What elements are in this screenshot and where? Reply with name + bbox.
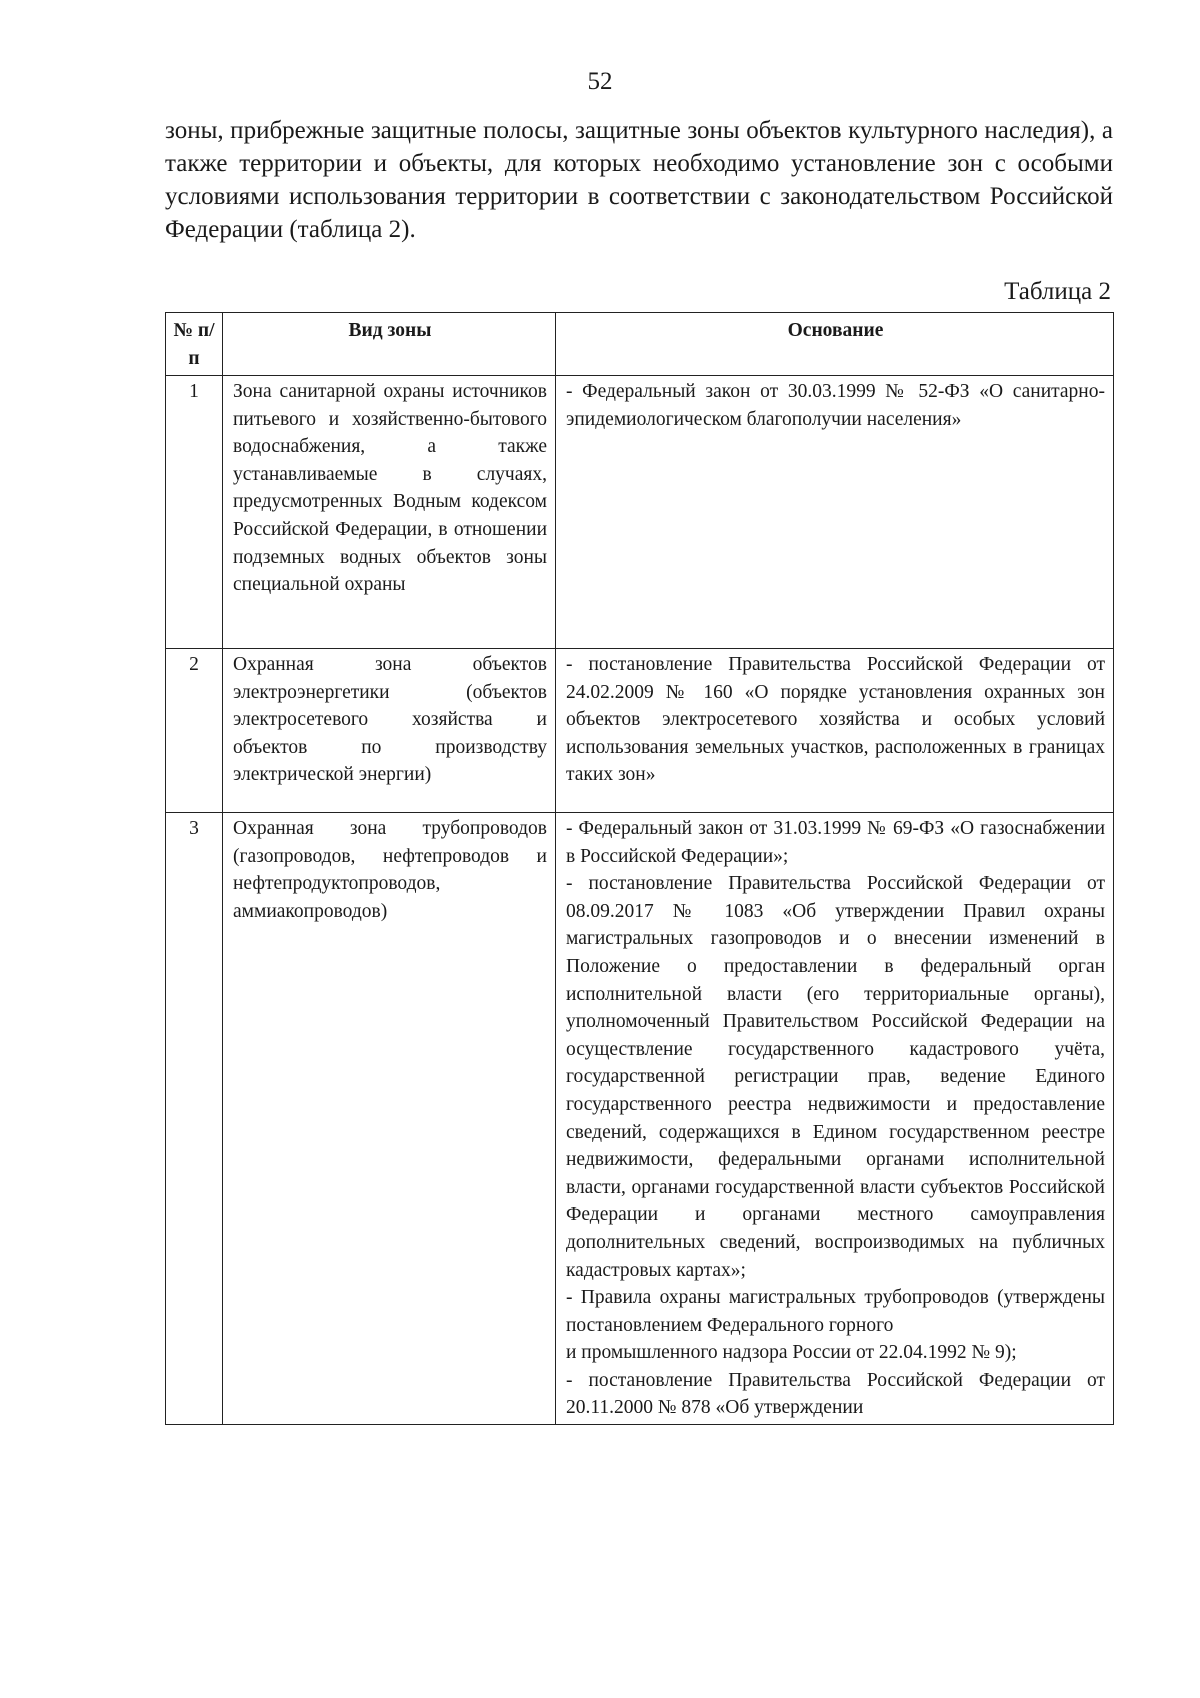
row-number: 1 [166, 376, 223, 649]
basis-item: - постановление Правительства Российской Федерации от 08.09.2017 № 1083 «Об утверждении Правил охраны магистральных газопроводов и о внесении изменений в Положение о предоставлении в федеральный орган исполнительной власти (его территориальные органы), уполномоченный Правительством Российской Федерации на осуществление государственного кадастрового учёта, государственной регистрации прав, ведение Единого государственного реестра недвижимости и предоставление сведений, содержащихся в Едином государственном реестре недвижимости, федеральными органами исполнительной власти, органами государственной власти субъектов Российской Федерации и органами местного самоуправления дополнительных сведений, воспроизводимых на публичных кадастровых картах»; [566, 873, 1105, 1281]
basis-item: - постановление Правительства Российской Федерации от 24.02.2009 № 160 «О порядке установления охранных зон объектов электросетевого хозяйства и особых условий использования земельных участков, расположенных в границах таких зон» [566, 654, 1105, 786]
basis-item: - постановление Правительства Российской Федерации от 20.11.2000 № 878 «Об утверждении [566, 1369, 1105, 1419]
zones-table [165, 312, 1114, 1425]
basis-cell [556, 376, 1114, 649]
header-number: № п/п [166, 313, 223, 376]
basis-cell [556, 813, 1114, 1425]
table-row [166, 813, 1114, 1425]
basis-cell [556, 649, 1114, 813]
table-row [166, 649, 1114, 813]
zone-type-cell: Охранная зона трубопроводов (газопроводов, нефтепроводов и нефтепродуктопроводов, аммиакопроводов) [223, 813, 556, 1425]
intro-paragraph: зоны, прибрежные защитные полосы, защитные зоны объектов культурного наследия), а также территории и объекты, для которых необходимо установление зон с особыми условиями использования территории в соответствии с законодательством Российской Федерации (таблица 2). [165, 117, 1113, 243]
table-row [166, 376, 1114, 649]
basis-item: и промышленного надзора России от 22.04.1992 № 9); [566, 1342, 1017, 1364]
row-number: 3 [166, 813, 223, 1425]
basis-item: - Правила охраны магистральных трубопроводов (утверждены постановлением Федерального горного [566, 1287, 1105, 1336]
header-basis: Основание [556, 313, 1114, 376]
table-header-row [166, 313, 1114, 376]
zone-type-cell: Охранная зона объектов электроэнергетики (объектов электросетевого хозяйства и объектов по производству электрической энергии) [223, 649, 556, 813]
basis-item: - Федеральный закон от 30.03.1999 № 52-ФЗ «О санитарно-эпидемиологическом благополучии населения» [566, 381, 1105, 430]
zone-type-cell: Зона санитарной охраны источников питьевого и хозяйственно-бытового водоснабжения, а также устанавливаемые в случаях, предусмотренных Водным кодексом Российской Федерации, в отношении подземных водных объектов зоны специальной охраны [223, 376, 556, 649]
basis-item: - Федеральный закон от 31.03.1999 № 69-ФЗ «О газоснабжении в Российской Федерации»; [566, 818, 1105, 867]
header-zone-type: Вид зоны [223, 313, 556, 376]
row-number: 2 [166, 649, 223, 813]
table-caption: Таблица 2 [1004, 278, 1111, 305]
page-number: 52 [587, 68, 613, 95]
